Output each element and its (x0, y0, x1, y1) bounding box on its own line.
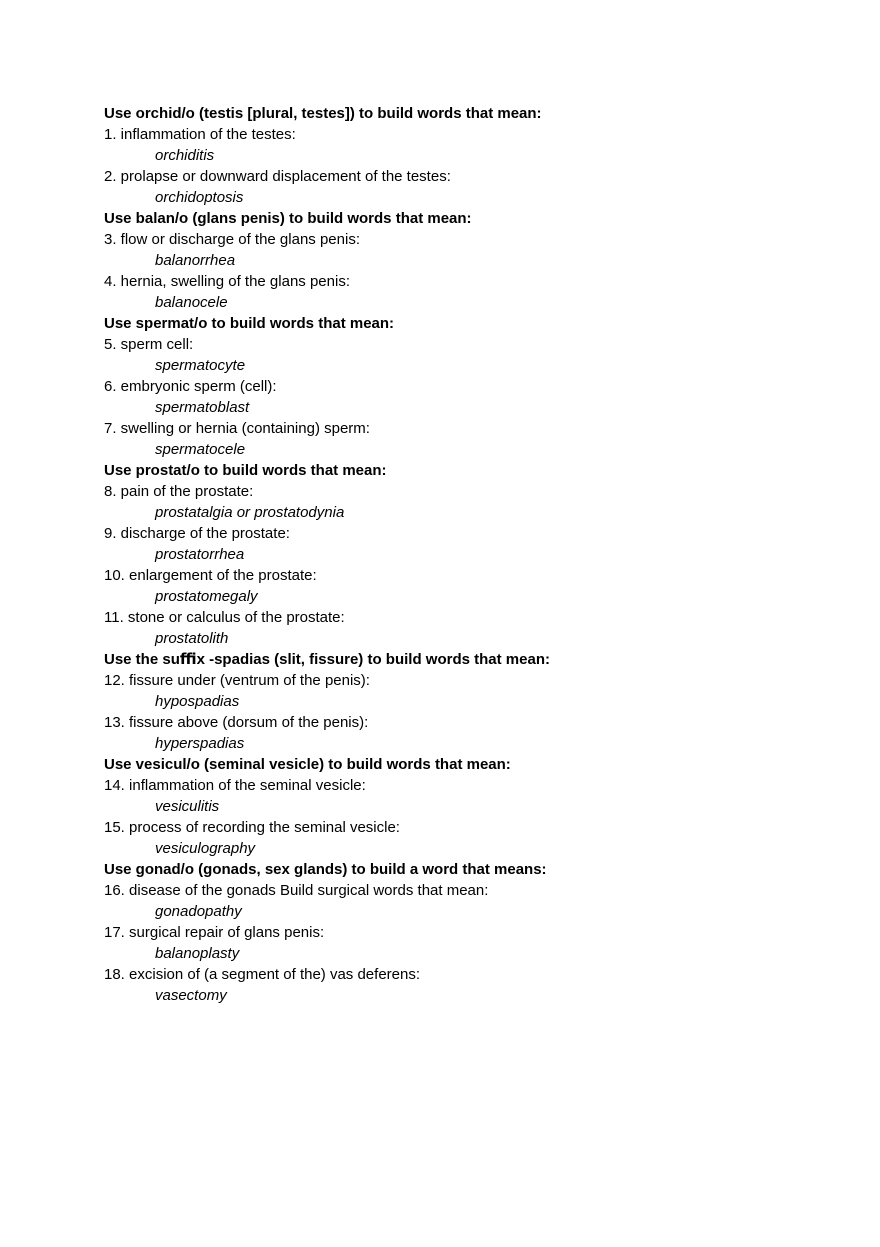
answer-text: hypospadias (155, 693, 240, 710)
answer-text: prostatorrhea (155, 546, 245, 563)
question-prompt: 12. fissure under (ventrum of the penis): (104, 672, 370, 689)
section-heading: Use gonad/o (gonads, sex glands) to build a word that means: (104, 861, 547, 878)
question-prompt: 11. stone or calculus of the prostate: (104, 609, 345, 626)
question-prompt: 13. fissure above (dorsum of the penis): (104, 714, 369, 731)
question-prompt: 4. hernia, swelling of the glans penis: (104, 273, 350, 290)
answer-text: orchiditis (155, 147, 215, 164)
answer-text: prostatolith (155, 630, 229, 647)
question-prompt: 5. sperm cell: (104, 336, 194, 353)
question-prompt: 17. surgical repair of glans penis: (104, 924, 325, 941)
answer-text: balanoplasty (155, 945, 240, 962)
question-prompt: 7. swelling or hernia (containing) sperm: (104, 420, 370, 437)
question-prompt: 9. discharge of the prostate: (104, 525, 290, 542)
exercise-list (104, 103, 824, 1006)
question-prompt: 6. embryonic sperm (cell): (104, 378, 277, 395)
section-heading: Use spermat/o to build words that mean: (104, 315, 395, 332)
question-prompt: 16. disease of the gonads Build surgical words that mean: (104, 882, 489, 899)
answer-text: vesiculography (155, 840, 256, 857)
answer-text: vesiculitis (155, 798, 220, 815)
question-prompt: 18. excision of (a segment of the) vas deferens: (104, 966, 421, 983)
answer-text: spermatocele (155, 441, 246, 458)
question-prompt: 2. prolapse or downward displacement of the testes: (104, 168, 451, 185)
answer-text: gonadopathy (155, 903, 242, 920)
answer-text: spermatoblast (155, 399, 250, 416)
answer-text: orchidoptosis (155, 189, 244, 206)
question-prompt: 14. inflammation of the seminal vesicle: (104, 777, 366, 794)
answer-text: spermatocyte (155, 357, 246, 374)
section-heading: Use vesicul/o (seminal vesicle) to build words that mean: (104, 756, 511, 773)
question-prompt: 15. process of recording the seminal vesicle: (104, 819, 400, 836)
question-prompt: 1. inflammation of the testes: (104, 126, 296, 143)
answer-text: vasectomy (155, 987, 227, 1004)
question-prompt: 8. pain of the prostate: (104, 483, 254, 500)
question-prompt: 10. enlargement of the prostate: (104, 567, 317, 584)
section-heading: Use prostat/o to build words that mean: (104, 462, 387, 479)
answer-text: prostatalgia or prostatodynia (155, 504, 345, 521)
answer-text: hyperspadias (155, 735, 245, 752)
answer-text: prostatomegaly (155, 588, 258, 605)
section-heading: Use orchid/o (testis [plural, testes]) to build words that mean: (104, 105, 542, 122)
answer-text: balanorrhea (155, 252, 236, 269)
section-heading: Use the suﬃx -spadias (slit, ﬁssure) to build words that mean: (104, 651, 550, 668)
question-prompt: 3. flow or discharge of the glans penis: (104, 231, 360, 248)
answer-text: balanocele (155, 294, 228, 311)
section-heading: Use balan/o (glans penis) to build words that mean: (104, 210, 472, 227)
